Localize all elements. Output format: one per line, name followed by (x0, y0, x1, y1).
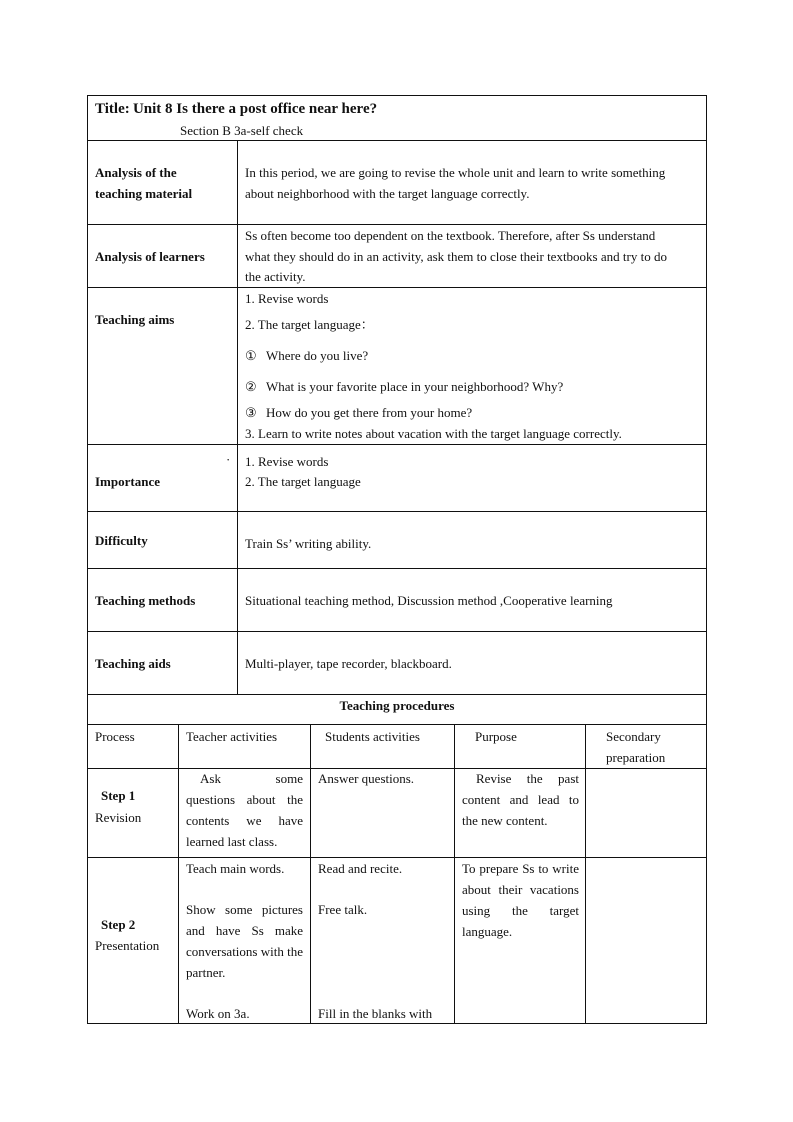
page-title: Unit 8 Is there a post office near here? (132, 101, 378, 117)
column-divider (237, 140, 238, 694)
step2-students-activity-a: Read and recite. (318, 861, 403, 876)
step2-teacher-activity-a: Teach main words. (186, 861, 285, 876)
aims-question3-marker: ③ (245, 405, 257, 420)
column-divider (310, 724, 311, 1024)
row-divider (87, 724, 707, 725)
aims-question2-marker: ② (245, 379, 257, 394)
aims-item3: 3. Learn to write notes about vacation with the target language correctly. (245, 426, 622, 441)
material-label-line2: teaching material (95, 186, 193, 201)
row-divider (87, 287, 707, 288)
step1-teacher-activity: Ask some questions about the contents we have learned last class. (186, 771, 303, 849)
difficulty-label: Difficulty (95, 533, 148, 548)
column-header-secondary-line2: preparation (606, 750, 666, 765)
step2-students-activity-b: Free talk. (318, 902, 368, 917)
material-text-line1: In this period, we are going to revise the whole unit and learn to write something (245, 165, 666, 180)
step2-teacher-activity-b: Show some pictures and have Ss make conversations with the partner. (186, 902, 303, 980)
step1-stage: Revision (95, 810, 142, 825)
step2-name: Step 2 (101, 917, 136, 932)
title-label: Title: (95, 101, 130, 117)
aims-item1: 1. Revise words (245, 291, 329, 306)
aims-question1: Where do you live? (266, 348, 369, 363)
aims-question1-marker: ① (245, 348, 257, 363)
step1-purpose: Revise the past content and lead to the new content. (462, 771, 579, 828)
learners-text-line2: what they should do in an activity, ask them to close their textbooks and try to do (245, 249, 667, 264)
methods-label: Teaching methods (95, 593, 196, 608)
step1-name: Step 1 (101, 788, 136, 803)
column-header-teacher: Teacher activities (186, 729, 278, 744)
procedures-heading: Teaching procedures (339, 698, 455, 713)
material-label-line1: Analysis of the (95, 165, 177, 180)
row-divider (87, 631, 707, 632)
column-header-students: Students activities (325, 729, 420, 744)
column-header-secondary-line1: Secondary (606, 729, 661, 744)
step2-purpose: To prepare Ss to write about their vacations using the target language. (462, 861, 579, 939)
aims-question3: How do you get there from your home? (266, 405, 473, 420)
aims-item2: 2. The target language： (245, 317, 374, 332)
learners-text-line3: the activity. (245, 269, 306, 284)
title-line (95, 98, 377, 120)
row-divider (87, 511, 707, 512)
column-divider (585, 724, 586, 1024)
learners-label: Analysis of learners (95, 249, 205, 264)
aims-label: Teaching aims (95, 312, 175, 327)
row-divider (87, 568, 707, 569)
aims-question2: What is your favorite place in your neighborhood? Why? (266, 379, 564, 394)
column-divider (178, 724, 179, 1024)
importance-item2: 2. The target language (245, 474, 361, 489)
column-divider (454, 724, 455, 1024)
difficulty-value: Train Ss’ writing ability. (245, 536, 372, 551)
importance-label: Importance (95, 474, 160, 489)
step2-students-activity-c: Fill in the blanks with (318, 1006, 433, 1021)
aids-value: Multi-player, tape recorder, blackboard. (245, 656, 452, 671)
aids-label: Teaching aids (95, 656, 171, 671)
step2-teacher-activity-c: Work on 3a. (186, 1006, 250, 1021)
step1-students-activity: Answer questions. (318, 771, 415, 786)
step2-stage: Presentation (95, 938, 160, 953)
material-text-line2: about neighborhood with the target language correctly. (245, 186, 530, 201)
row-divider (87, 444, 707, 445)
importance-item1: 1. Revise words (245, 454, 329, 469)
column-header-process: Process (95, 729, 135, 744)
column-header-purpose: Purpose (475, 729, 517, 744)
methods-value: Situational teaching method, Discussion method ,Cooperative learning (245, 593, 613, 608)
learners-text-line1: Ss often become too dependent on the textbook. Therefore, after Ss understand (245, 228, 656, 243)
section-subtitle: Section B 3a-self check (180, 123, 304, 138)
importance-dot: · (226, 452, 231, 467)
